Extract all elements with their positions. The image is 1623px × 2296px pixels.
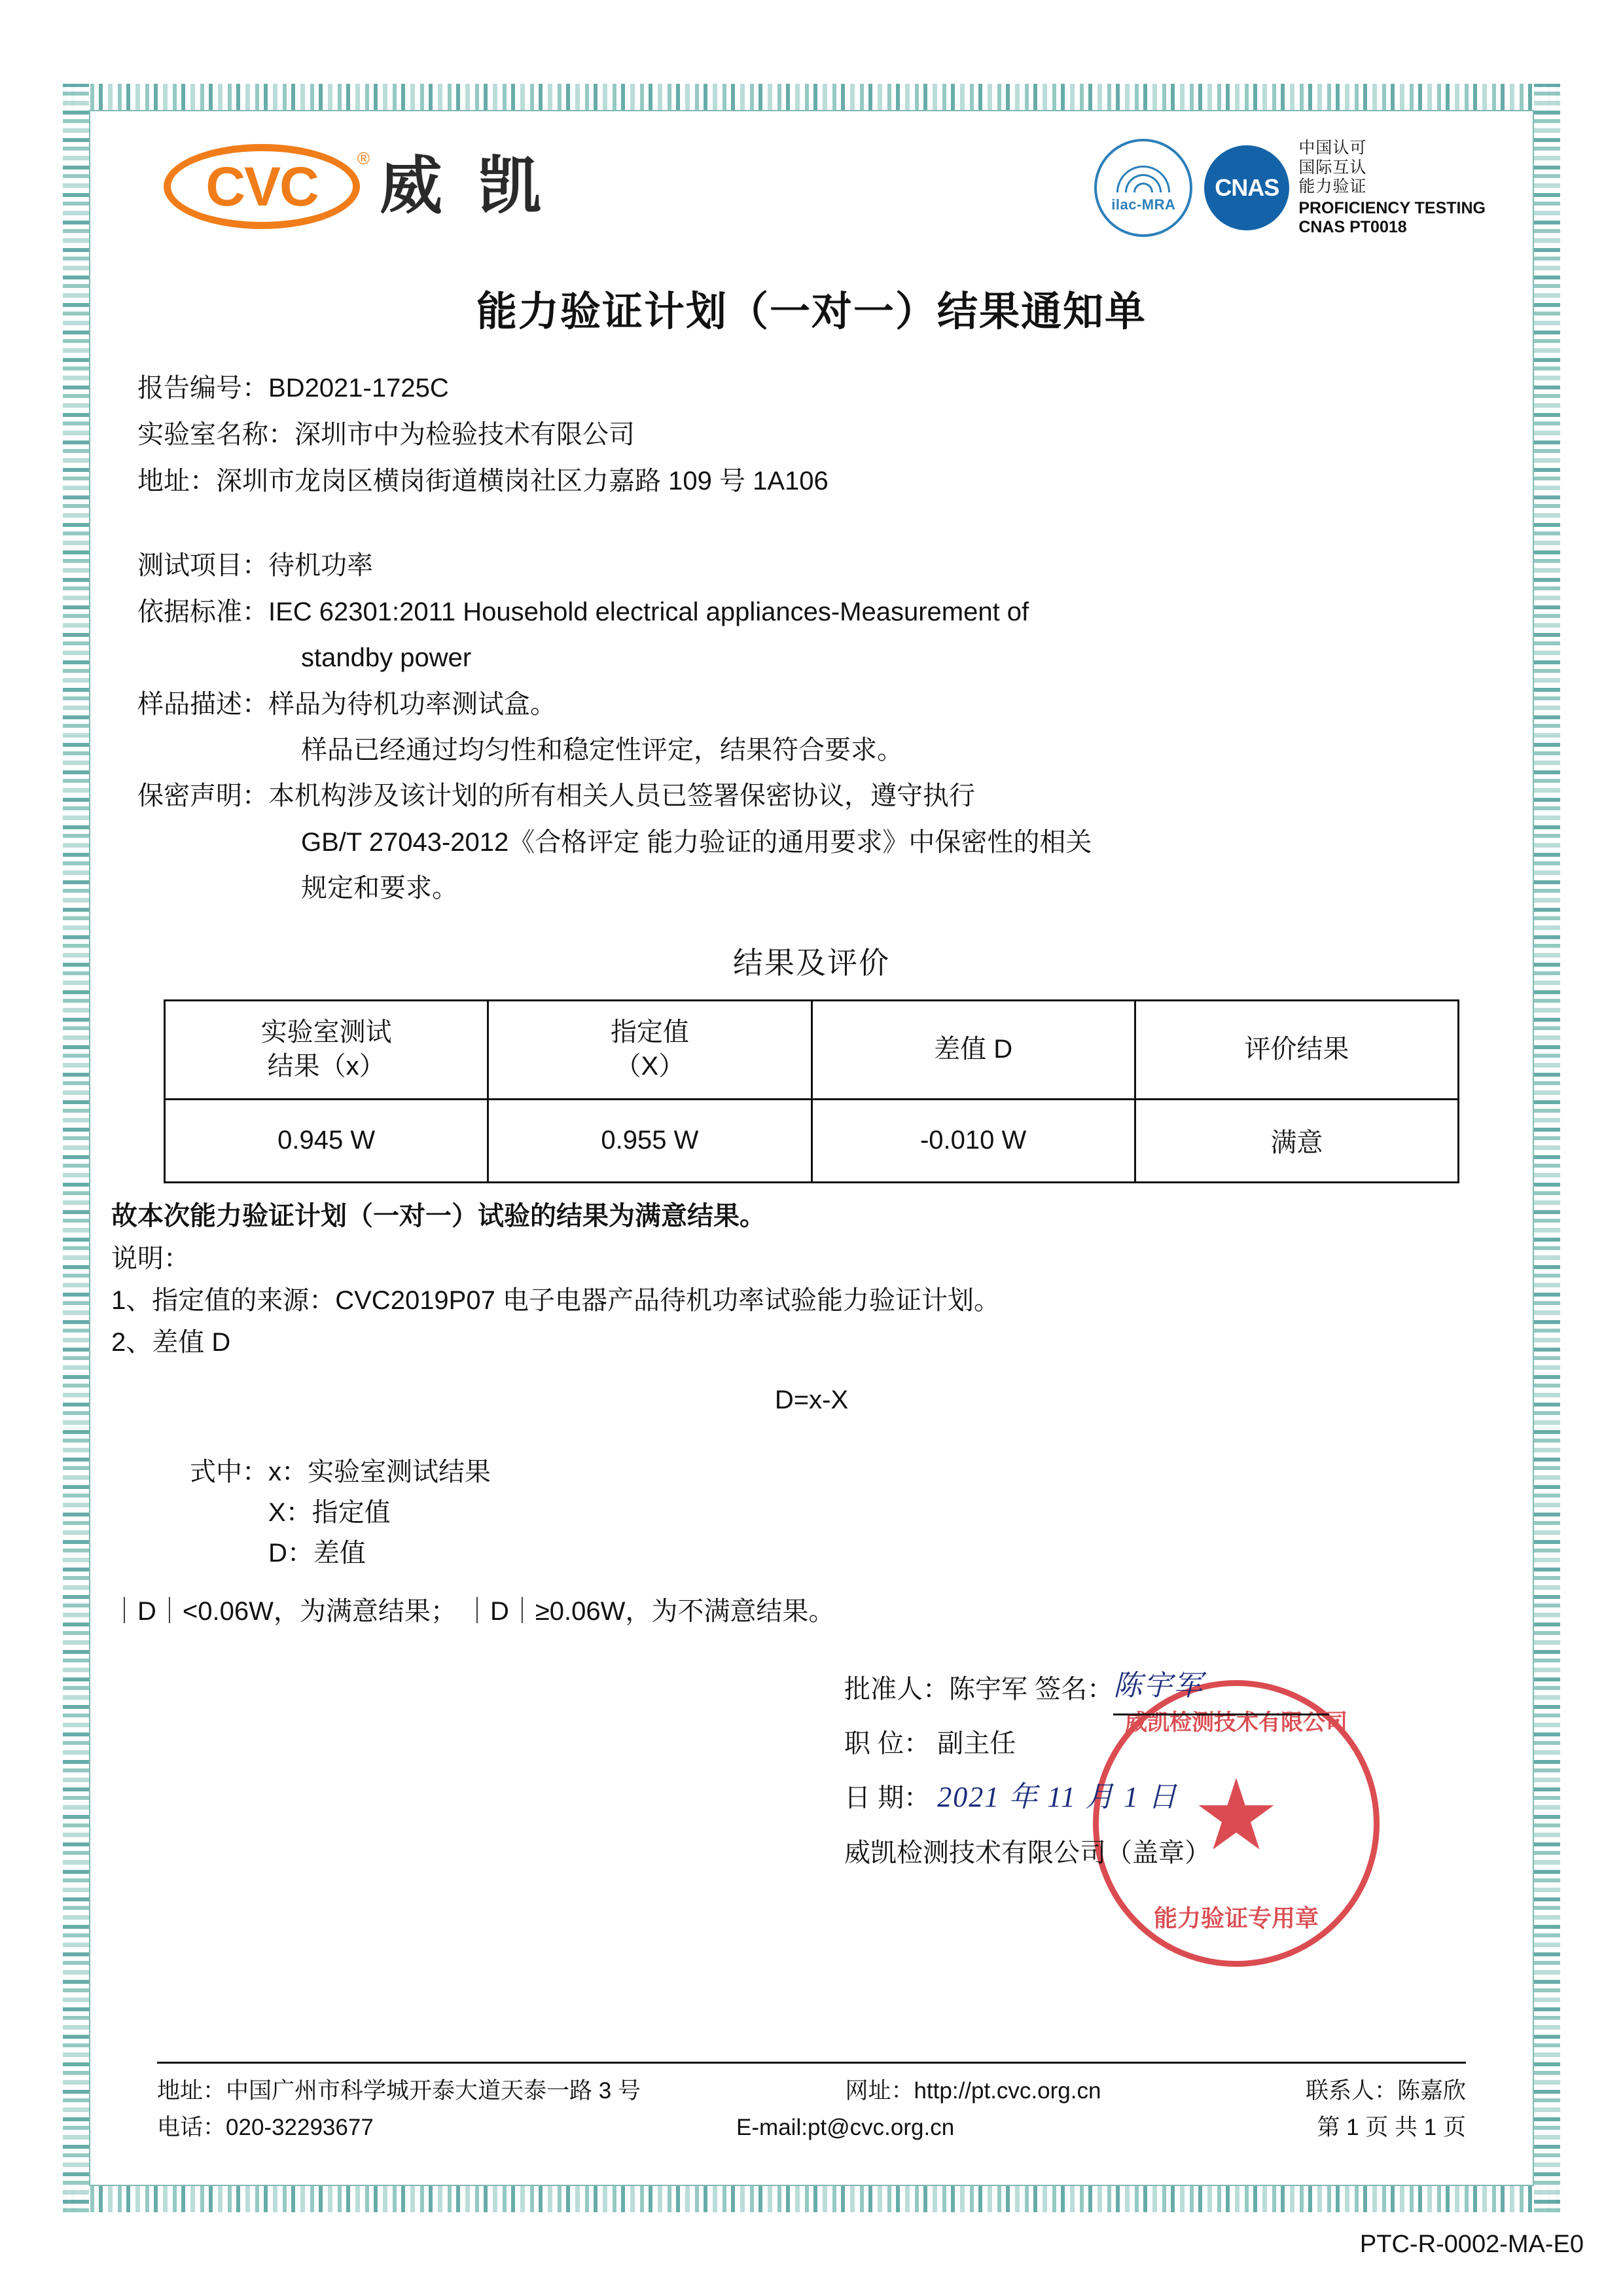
column-header-line-1: 评价结果 xyxy=(1244,1034,1349,1064)
ornamental-border-right xyxy=(1534,84,1560,2212)
signature-area xyxy=(111,1660,1512,1931)
date-label: 日 期： xyxy=(844,1784,931,1813)
column-header-line-1: 指定值 xyxy=(610,1018,689,1047)
confidential-label: 保密声明： xyxy=(137,781,268,811)
sample-label: 样品描述： xyxy=(137,689,268,719)
cell-evaluation: 满意 xyxy=(1135,1099,1458,1182)
column-header-evaluation xyxy=(1135,1000,1458,1099)
date-value: 2021 年 11 月 1 日 xyxy=(937,1781,1178,1814)
notes-heading: 说明： xyxy=(111,1244,190,1273)
cvc-logo-oval-icon xyxy=(164,144,370,229)
page-title: 能力验证计划（一对一）结果通知单 xyxy=(476,289,1147,334)
footer-address xyxy=(157,2073,641,2109)
lab-name-label: 实验室名称： xyxy=(137,420,294,449)
footer-address-label: 地址： xyxy=(157,2078,226,2104)
cell-lab-result: 0.945 W xyxy=(165,1099,488,1182)
cnas-text-block xyxy=(1298,139,1486,238)
note-item-1: 1、指定值的来源：CVC2019P07 电子电器产品待机功率试验能力验证计划。 xyxy=(111,1285,1000,1315)
footer-phone-label: 电话： xyxy=(157,2115,226,2140)
approver-label: 批准人： xyxy=(844,1674,949,1704)
column-header-line-2: （X） xyxy=(615,1051,685,1081)
conclusion-text: 故本次能力验证计划（一对一）试验的结果为满意结果。 xyxy=(111,1201,766,1230)
table-header-row xyxy=(165,1000,1459,1099)
table-row xyxy=(165,1099,1459,1182)
footer-email-label: E-mail: xyxy=(736,2115,808,2140)
ornamental-border-left xyxy=(63,84,89,2212)
sample-value: 样品为待机功率测试盒。 xyxy=(268,689,556,719)
where-clause-difference: D：差值 xyxy=(268,1538,366,1568)
confidential-continued-2: 规定和要求。 xyxy=(301,874,458,903)
document-content xyxy=(111,124,1512,2166)
registered-mark-icon: ® xyxy=(357,149,370,168)
column-header-assigned-value xyxy=(488,1000,812,1099)
confidential-continued-1: GB/T 27043-2012《合格评定 能力验证的通用要求》中保密性的相关 xyxy=(301,827,1092,857)
results-table xyxy=(164,999,1459,1183)
test-item-value: 待机功率 xyxy=(268,551,373,581)
cell-difference: -0.010 W xyxy=(812,1099,1135,1182)
footer-divider xyxy=(157,2062,1466,2064)
ilac-arcs-icon xyxy=(1112,162,1175,192)
cvc-logo-chinese: 威 凯 xyxy=(380,151,550,221)
cvc-logo xyxy=(164,144,550,229)
report-number-value: BD2021-1725C xyxy=(268,374,449,403)
signature-value: 陈宇军 xyxy=(1113,1658,1329,1716)
ornamental-border-top xyxy=(63,84,1560,110)
footer-phone-value: 020-32293677 xyxy=(226,2115,374,2140)
column-header-line-1: 差值 D xyxy=(934,1034,1013,1064)
where-clause-assigned: X：指定值 xyxy=(268,1498,391,1527)
sample-value-continued: 样品已经通过均匀性和稳定性评定，结果符合要求。 xyxy=(301,735,903,764)
column-header-line-2: 结果（x） xyxy=(267,1051,385,1081)
position-label: 职 位： xyxy=(844,1729,931,1759)
standard-value: IEC 62301:2011 Household electrical appliances-Measurement of xyxy=(268,597,1029,626)
footer-email-value[interactable]: pt@cvc.org.cn xyxy=(807,2115,955,2140)
position-row xyxy=(844,1718,1512,1769)
footer-website-value[interactable]: http://pt.cvc.org.cn xyxy=(914,2078,1101,2104)
footer-website[interactable] xyxy=(845,2073,1101,2109)
date-row xyxy=(844,1769,1512,1825)
document-form-code: PTC-R-0002-MA-E0 xyxy=(1359,2231,1584,2258)
meta-row xyxy=(137,460,1512,503)
meta-row xyxy=(137,414,1512,456)
cnas-logo-icon: CNAS xyxy=(1204,145,1289,230)
spacer xyxy=(111,506,1512,544)
note-item-2: 2、差值 D xyxy=(111,1327,231,1357)
document-footer xyxy=(111,2062,1512,2146)
standard-value-continued: standby power xyxy=(301,643,472,673)
where-clause-x: 式中：x：实验室测试结果 xyxy=(190,1457,491,1486)
criteria-text: ｜D｜<0.06W，为满意结果； ｜D｜≥0.06W，为不满意结果。 xyxy=(111,1596,835,1626)
position-value: 副主任 xyxy=(937,1729,1016,1759)
standard-row xyxy=(137,590,1512,634)
ilac-mra-icon xyxy=(1094,139,1192,237)
column-header-line-1: 实验室测试 xyxy=(260,1018,392,1047)
sample-row xyxy=(137,683,1512,726)
results-section-title: 结果及评价 xyxy=(733,945,890,980)
standard-label: 依据标准： xyxy=(137,597,268,626)
footer-contact-value: 陈嘉欣 xyxy=(1397,2078,1466,2104)
company-seal-line: 威凯检测技术有限公司（盖章） xyxy=(844,1839,1211,1868)
cnas-line-1: 中国认可 xyxy=(1298,139,1367,157)
star-icon: ★ xyxy=(1192,1759,1281,1870)
cnas-line-2: 国际互认 xyxy=(1298,158,1367,177)
footer-page-info: 第 1 页 共 1 页 xyxy=(1317,2115,1466,2140)
cnas-line-4: PROFICIENCY TESTING xyxy=(1298,198,1486,217)
cnas-badge xyxy=(1204,139,1486,238)
test-item-label: 测试项目： xyxy=(137,551,268,581)
document-header xyxy=(111,124,1512,275)
confidential-value: 本机构涉及该计划的所有相关人员已签署保密协议，遵守执行 xyxy=(268,781,975,811)
lab-address-label: 地址： xyxy=(137,466,216,495)
stamp-top-text: 威凯检测技术有限公司 xyxy=(1125,1710,1347,1735)
cnas-code: CNAS PT0018 xyxy=(1298,218,1407,236)
ornamental-border-bottom xyxy=(63,2186,1560,2212)
approver-row xyxy=(844,1660,1512,1719)
cvc-logo-text: CVC xyxy=(205,156,318,217)
approver-name: 陈宇军 xyxy=(949,1674,1027,1704)
lab-name-value: 深圳市中为检验技术有限公司 xyxy=(294,420,635,449)
footer-row-1 xyxy=(157,2073,1466,2109)
confidential-row xyxy=(137,774,1512,817)
column-header-difference xyxy=(812,1000,1135,1099)
cnas-line-3: 能力验证 xyxy=(1298,177,1367,196)
test-info-block xyxy=(137,544,1512,910)
report-number-label: 报告编号： xyxy=(137,374,268,403)
cell-assigned-value: 0.955 W xyxy=(488,1099,812,1182)
column-header-lab-result xyxy=(165,1000,488,1099)
footer-website-label: 网址： xyxy=(845,2078,914,2104)
ilac-mra-label: ilac-MRA xyxy=(1111,196,1176,213)
report-meta-list xyxy=(137,367,1512,502)
footer-contact-label: 联系人： xyxy=(1305,2078,1397,2104)
footer-contact xyxy=(1306,2073,1466,2109)
test-item-row xyxy=(137,544,1512,587)
lab-address-value: 深圳市龙岗区横岗街道横岗社区力嘉路 109 号 1A106 xyxy=(216,466,829,495)
footer-row-2 xyxy=(157,2109,1466,2146)
stamp-bottom-text: 能力验证专用章 xyxy=(1153,1904,1319,1931)
footer-phone xyxy=(157,2109,374,2146)
footer-address-value: 中国广州市科学城开泰大道天泰一路 3 号 xyxy=(226,2078,641,2104)
formula-text: D=x-X xyxy=(774,1385,849,1414)
meta-row xyxy=(137,367,1512,410)
accreditation-marks xyxy=(1094,139,1486,238)
sign-label: 签名： xyxy=(1035,1674,1114,1704)
footer-email[interactable] xyxy=(736,2109,954,2146)
